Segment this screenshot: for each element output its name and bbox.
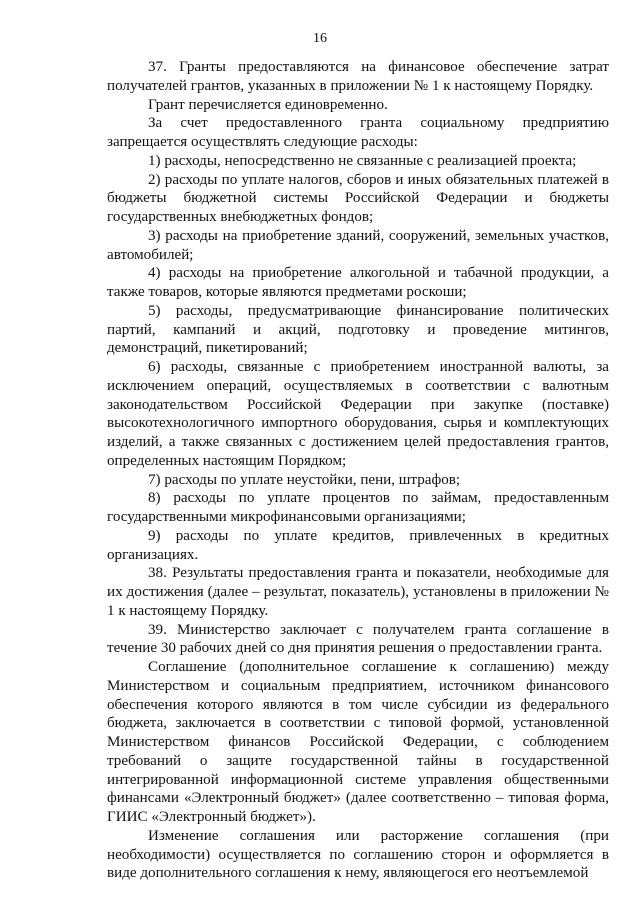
paragraph-item-39: 39. Министерство заключает с получателем гранта соглашение в течение 30 рабочих дней со дня принятия решения о предоставлении гранта. <box>107 621 609 657</box>
list-item-expense-8: 8) расходы по уплате процентов по займам, предоставленным государственными микрофинансовыми организациями; <box>107 490 609 525</box>
list-item-expense-2: 2) расходы по уплате налогов, сборов и иных обязательных платежей в бюджеты бюджетной системы Российской Федерации и бюджеты государственных внебюджетных фондов; <box>107 171 609 225</box>
list-item-expense-6: 6) расходы, связанные с приобретением иностранной валюты, за исключением операций, осуществляемых в соответствии с валютным законодательством Российской Федерации при закупке (поставке) высокотехнологичного импортного оборудования, сырья и комплектующих изделий, а также связанных с достижением целей предоставления грантов, определенных настоящим Порядком; <box>107 359 609 469</box>
document-body <box>107 58 609 883</box>
list-item-expense-5: 5) расходы, предусматривающие финансирование политических партий, кампаний и акций, подготовку и проведение митингов, демонстраций, пикетирований; <box>107 302 609 357</box>
paragraph-agreement-change: Изменение соглашения или расторжение соглашения (при необходимости) осуществляется по соглашению сторон и оформляется в виде дополнительного соглашения к нему, являющегося его неотъемлемой <box>107 827 609 882</box>
paragraph-item-37: 37. Гранты предоставляются на финансовое обеспечение затрат получателей грантов, указанных в приложении № 1 к настоящему Порядку. <box>107 59 609 94</box>
paragraph-agreement: Соглашение (дополнительное соглашение к соглашению) между Министерством и социальным предприятием, источником финансового обеспечения которого являются в том числе субсидии из федерального бюджета, заключается в соответствии с типовой формой, установленной Министерством финансов Российской Федерации, с соблюдением требований о защите государственной тайны в государственной интегрированной информационной системе управления общественными финансами «Электронный бюджет» (далее соответственно – типовая форма, ГИИС «Электронный бюджет»). <box>107 659 609 825</box>
paragraph-lump-sum: Грант перечисляется единовременно. <box>148 96 388 113</box>
page-number: 16 <box>313 31 327 46</box>
list-item-expense-1: 1) расходы, непосредственно не связанные с реализацией проекта; <box>148 152 577 169</box>
list-item-expense-9: 9) расходы по уплате кредитов, привлеченных в кредитных организациях. <box>107 527 609 563</box>
paragraph-prohibited-expenses-intro: За счет предоставленного гранта социальному предприятию запрещается осуществлять следующие расходы: <box>107 115 609 150</box>
paragraph-item-38: 38. Результаты предоставления гранта и показатели, необходимые для их достижения (далее – результат, показатель), установлены в приложении № 1 к настоящему Порядку. <box>107 565 609 619</box>
list-item-expense-7: 7) расходы по уплате неустойки, пени, штрафов; <box>148 471 461 488</box>
list-item-expense-3: 3) расходы на приобретение зданий, сооружений, земельных участков, автомобилей; <box>107 227 609 263</box>
list-item-expense-4: 4) расходы на приобретение алкогольной и табачной продукции, а также товаров, которые являются предметами роскоши; <box>107 265 609 300</box>
